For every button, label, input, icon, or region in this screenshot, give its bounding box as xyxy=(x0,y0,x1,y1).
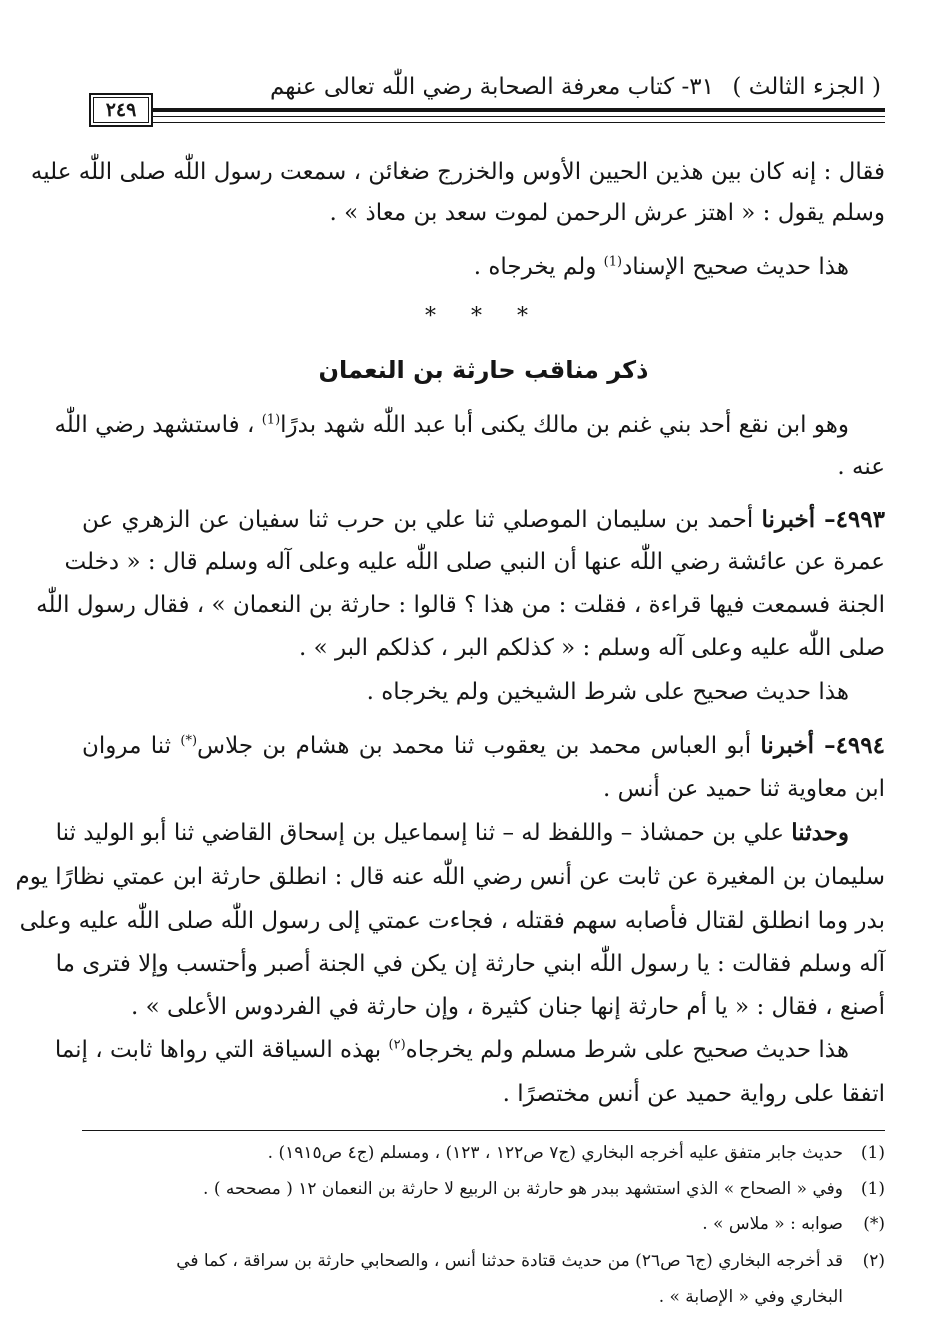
footnote-ref-star: (*) xyxy=(180,733,198,749)
volume-label: ( الجزء الثالث ) xyxy=(732,74,881,100)
section-separator-stars: * * * xyxy=(425,304,542,329)
text-line-5-b: ، فاستشهد رضي اللّٰه xyxy=(54,412,262,438)
footnote-2-mark: (٢) xyxy=(862,1251,885,1271)
header-rule-thin-lower xyxy=(150,122,885,123)
hadith-4993-lead: أخبرنا xyxy=(761,506,816,533)
text-line-5-a: وهو ابن نقع أحد بني غنم بن مالك يكنى أبا عبد اللّٰه شهد بدرًا xyxy=(280,412,849,438)
hadith-4994-text-b: ثنا مروان xyxy=(82,733,181,759)
footnote-1b xyxy=(82,1174,885,1204)
hadith-4993-line-1 xyxy=(82,503,885,537)
header-rule-thin xyxy=(150,116,885,117)
text-line-3 xyxy=(82,250,885,284)
page-number-box: ٢٤٩ xyxy=(89,93,153,127)
hadith-4994-line-1 xyxy=(82,729,885,763)
hadith-4994-lead: أخبرنا xyxy=(760,732,815,759)
text-line-13: ابن معاوية ثنا حميد عن أنس . xyxy=(603,776,885,802)
footnote-ref-1b: (1) xyxy=(261,412,281,428)
hadith-4993-text: أحمد بن سليمان الموصلي ثنا علي بن حرب ثنا سفيان عن الزهري عن xyxy=(82,507,762,533)
text-line-20: اتفقا على رواية حميد عن أنس مختصرًا . xyxy=(502,1081,885,1107)
text-line-18: أصنع ، فقال : « يا أم حارثة إنها جنان كثيرة ، وإن حارثة في الفردوس الأعلى » . xyxy=(130,994,885,1020)
text-line-16: بدر وما انطلق لقتال فأصابه سهم فقتله ، فجاءت عمتي إلى رسول اللّٰه صلى اللّٰه عليه وعلى xyxy=(19,908,885,934)
text-line-8: عمرة عن عائشة رضي اللّٰه عنها أن النبي صلى اللّٰه عليه وعلى آله وسلم قال : « دخلت xyxy=(64,549,885,575)
text-line-11: هذا حديث صحيح على شرط الشيخين ولم يخرجاه . xyxy=(366,679,849,705)
footnote-2-text: قد أخرجه البخاري (ج٦ ص٢٦) من حديث قتادة حدثنا أنس ، والصحابي حارثة بن سراقة ، كما في xyxy=(176,1251,843,1271)
header-rule-thick xyxy=(150,108,885,112)
footnote-ref-2: (٢) xyxy=(388,1037,406,1053)
text-line-2: وسلم يقول : « اهتز عرش الرحمن لموت سعد بن معاذ » . xyxy=(329,200,885,226)
text-line-14-lead: وحدثنا xyxy=(791,819,849,846)
text-line-3-b: ولم يخرجاه . xyxy=(473,254,604,280)
hadith-4994-text-a: أبو العباس محمد بن يعقوب ثنا محمد بن هشام بن جلاس xyxy=(197,733,761,759)
footnote-ref-1: (1) xyxy=(603,254,623,270)
text-line-19-b: بهذه السياقة التي رواها ثابت ، إنما xyxy=(54,1037,389,1063)
footnote-star-mark: (*) xyxy=(863,1214,885,1234)
text-line-9: الجنة فسمعت فيها قراءة ، فقلت : من هذا ؟ قالوا : حارثة بن النعمان » ، فقال رسول اللّٰه xyxy=(36,592,885,618)
text-line-6: عنه . xyxy=(837,454,885,480)
footnote-star xyxy=(82,1209,885,1239)
text-line-1: فقال : إنه كان بين هذين الحيين الأوس والخزرج ضغائن ، سمعت رسول اللّٰه صلى اللّٰه عليه xyxy=(30,159,885,185)
footnote-star-text: صوابه : « ملاس » . xyxy=(702,1214,843,1234)
text-line-19-a: هذا حديث صحيح على شرط مسلم ولم يخرجاه xyxy=(405,1037,849,1063)
footnote-2 xyxy=(82,1246,885,1276)
footnote-1b-mark: (1) xyxy=(860,1179,885,1199)
footnote-2-cont-text: البخاري وفي « الإصابة » . xyxy=(658,1287,843,1307)
footnote-1 xyxy=(82,1138,885,1168)
text-line-10: صلى اللّٰه عليه وعلى آله وسلم : « كذلكم البر ، كذلكم البر » . xyxy=(298,635,885,661)
text-line-3-a: هذا حديث صحيح الإسناد xyxy=(622,254,849,280)
footnote-divider xyxy=(82,1130,885,1131)
section-heading: ذكر مناقب حارثة بن النعمان xyxy=(318,356,649,384)
text-line-14 xyxy=(55,816,885,850)
text-line-17: آله وسلم فقالت : يا رسول اللّٰه ابني حارثة إن يكن في الجنة أصبر وأحتسب وإلا فترى ما xyxy=(55,951,885,977)
footnote-1b-text: وفي « الصحاح » الذي استشهد ببدر هو حارثة بن الربيع لا حارثة بن النعمان ١٢ ( مصححه ) . xyxy=(203,1179,843,1199)
hadith-number-4994: ٤٩٩٤– xyxy=(814,732,885,759)
hadith-number-4993: ٤٩٩٣– xyxy=(815,506,885,533)
footnote-1-mark: (1) xyxy=(860,1143,885,1163)
chapter-title: ٣١- كتاب معرفة الصحابة رضي اللّٰه تعالى عنهم xyxy=(270,74,714,100)
footnote-2-cont xyxy=(82,1282,885,1312)
text-line-19 xyxy=(54,1033,885,1067)
text-line-15: سليمان بن المغيرة عن ثابت عن أنس رضي اللّٰه عنه قال : انطلق حارثة ابن عمتي نظارًا يوم xyxy=(15,864,885,890)
footnote-1-text: حديث جابر متفق عليه أخرجه البخاري (ج٧ ص١٢٢ ، ١٢٣) ، ومسلم (ج٤ ص١٩١٥) . xyxy=(267,1143,843,1163)
text-line-14-text: علي بن حمشاذ – واللفظ له – ثنا إسماعيل بن إسحاق القاضي ثنا أبو الوليد ثنا xyxy=(55,820,792,846)
text-line-5 xyxy=(54,408,885,442)
